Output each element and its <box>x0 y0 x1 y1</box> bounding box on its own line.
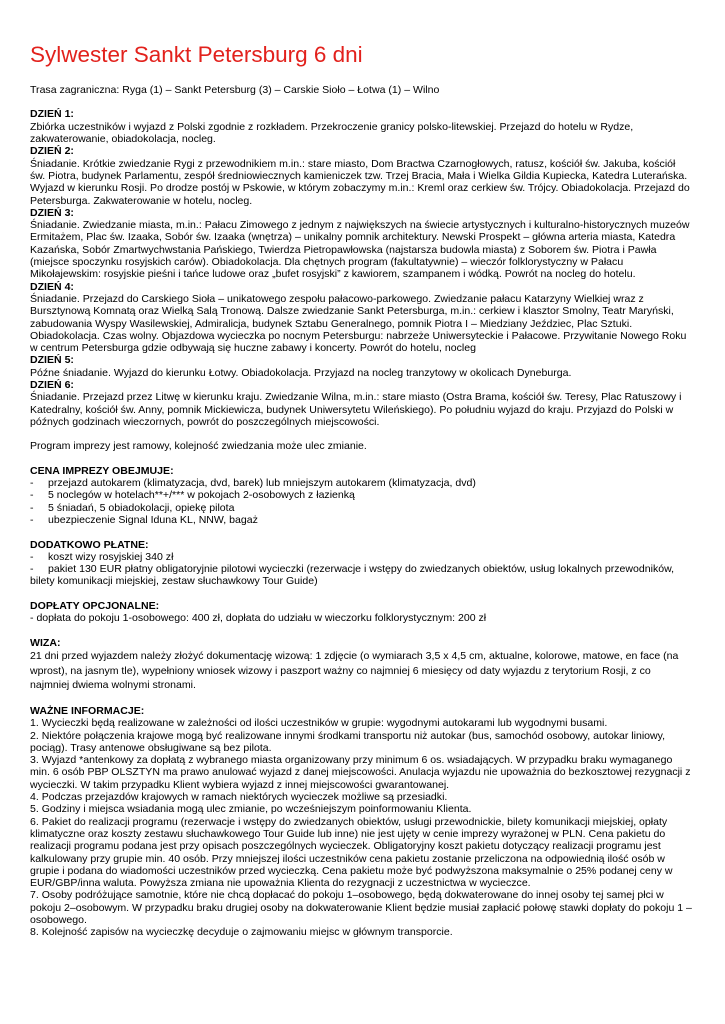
day-6-text: Śniadanie. Przejazd przez Litwę w kierunku kraju. Zwiedzanie Wilna, m.in.: stare miasto (Ostra Brama, kościół św. Teresy, Plac Ratuszowy i Katedralny, kościół św. Anny, pomnik Mickiewicza, budynek Uniwersytetu Wileńskiego). Po południu wyjazd do kraju. Przyjazd do Polski w późnych godzinach wieczornych, powrót do poszczególnych miejscowości. <box>30 391 682 428</box>
list-item: - ubezpieczenie Signal Iduna KL, NNW, bagaż <box>30 514 258 527</box>
list-item: 7. Osoby podróżujące samotnie, które nie chcą dopłacać do pokoju 1–osobowego, będą dokwaterowane do innej osoby tej samej płci w pokoju 2–osobowym. W przypadku braku drugiej osoby na dokwaterowanie Klient będzie musiał zapłacić połowę stawki dopłaty do pokoju 1 – osobowego. <box>30 889 692 927</box>
list-item: - przejazd autokarem (klimatyzacja, dvd, barek) lub mniejszym autokarem (klimatyzacja, dvd) <box>30 477 476 490</box>
day-3-text: Śniadanie. Zwiedzanie miasta, m.in.: Pałacu Zimowego z jednym z największych na świecie artystycznych i kulturalno-historycznych muzeów Ermitażem, Plac św. Izaaka, Sobór św. Izaaka (wnętrza) – unikalny pomnik architektury. Newski Prospekt – główna arteria miasta, Katedra Kazańska, Sobór Zmartwychwstania Pańskiego, Twierdza Pietropawłowska (najstarsza budowla miasta) z Soborem św. Piotra i Pawła (miejsce spoczynku rosyjskich carów). Obiadokolacja. Dla chętnych program (fakultatywnie) – wieczór folklorystyczny w Pałacu Mikołajewskim: rosyjskie pieśni i tańce ludowe oraz „bufet rosyjski” z kawiorem, szampanem i wódką. Powrót na nocleg do hotelu. <box>30 219 690 281</box>
list-item: 3. Wyjazd *antenkowy za dopłatą z wybranego miasta organizowany przy minimum 6 os. wsiadających. W przypadku braku wymaganego min. 6 osób PBP OLSZTYN ma prawo anulować wyjazd z danej miejscowości. Anulacja wyjazdu nie upoważnia do bezkosztowej rezygnacji z wycieczki. W takim przypadku Klient wybiera wyjazd z innej miejscowości gwarantowanej. <box>30 754 691 791</box>
list-item: - 5 noclegów w hotelach**+/*** w pokojach 2-osobowych z łazienką <box>30 489 355 502</box>
itinerary <box>30 108 692 428</box>
important-list <box>30 717 692 938</box>
list-item: - koszt wizy rosyjskiej 340 zł <box>30 550 174 563</box>
day-6-heading: DZIEŃ 6: <box>30 379 74 392</box>
extra-paid-list <box>30 551 692 588</box>
optional-text: - dopłata do pokoju 1-osobowego: 400 zł, dopłata do udziału w wieczorku folklorystycznym: 200 zł <box>30 612 487 625</box>
optional-heading: DOPŁATY OPCJONALNE: <box>30 599 160 612</box>
day-2-text: Śniadanie. Krótkie zwiedzanie Rygi z przewodnikiem m.in.: stare miasto, Dom Bractwa Czarnogłowych, ratusz, kościół św. Jakuba, kościół św. Piotra, budynek Parlamentu, zespół średniowiecznych kamieniczek tzw. Trzej Bracia, Mała i Wielka Gildia Kupiecka, Katedra Luterańska. Wyjazd w kierunku Rosji. Po drodze postój w Pskowie, w którym zobaczymy m.in.: Kreml oraz cerkiew św. Trójcy. Obiadokolacja. Przejazd do Petersburga. Zakwaterowanie w hotelu, nocleg. <box>30 157 690 207</box>
list-item: 6. Pakiet do realizacji programu (rezerwacje i wstępy do zwiedzanych obiektów, usługi przewodnickie, bilety komunikacji miejskiej, opłaty klimatyczne oraz koszty zestawu słuchawkowego Tour Guide lub inne) nie jest ujęty w cenie imprezy wyrażonej w PLN. Cena pakietu do realizacji programu podana jest przy opisach poszczególnych wycieczek. Obligatoryjny koszt pakietu dotyczący realizacji programu jest kalkulowany przy grupie min. 40 osób. Przy mniejszej ilości uczestników cena pakietu zostanie przeliczona na odpowiednią ilość osób w grupie i podana do wiadomości uczestników przed wycieczką. Cena pakietu może być podwyższona maksymalnie o 25% podanej ceny w EUR/GBP/inna waluta. Powyższa zmiana nie upoważnia Klienta do rezygnacji z uczestnictwa w wycieczce. <box>30 815 673 890</box>
price-includes-list <box>30 477 692 526</box>
day-4-text: Śniadanie. Przejazd do Carskiego Sioła – unikatowego zespołu pałacowo-parkowego. Zwiedzanie pałacu Katarzyny Wielkiej wraz z Bursztynową Komnatą oraz Wielką Salą Tronową. Dalsze zwiedzanie Sankt Petersburga, m.in.: cerkiew i klasztor Smolny, Teatr Maryński, zabudowania Wyspy Wasilewskiej, Admiralicja, budynek Sztabu Generalnego, pomnik Piotra I – Miedziany Jeździec, Plac Sztuki. Obiadokolacja. Czas wolny. Objazdowa wycieczka po nocnym Petersburgu: nabrzeże Uniwersyteckie i Pałacowe. Przywitanie Nowego Roku w centrum Petersburga gdzie odbywają się huczne zabawy i koncerty. Powrót do hotelu, nocleg <box>30 292 687 355</box>
day-4-heading: DZIEŃ 4: <box>30 280 74 293</box>
day-2-heading: DZIEŃ 2: <box>30 145 74 158</box>
day-1-heading: DZIEŃ 1: <box>30 108 74 121</box>
day-5-heading: DZIEŃ 5: <box>30 354 74 367</box>
day-5-text: Późne śniadanie. Wyjazd do kierunku Łotwy. Obiadokolacja. Przyjazd na nocleg tranzytowy w okolicach Dyneburga. <box>30 366 572 379</box>
day-1-text: Zbiórka uczestników i wyjazd z Polski zgodnie z rozkładem. Przekroczenie granicy polsko-litewskiej. Przejazd do hotelu w Rydze, zakwaterowanie, obiadokolacja, nocleg. <box>30 120 634 146</box>
list-item: 8. Kolejność zapisów na wycieczkę decyduje o zajmowaniu miejsc w głównym transporcie. <box>30 926 453 939</box>
day-3-heading: DZIEŃ 3: <box>30 206 74 219</box>
list-item: 4. Podczas przejazdów krajowych w ramach niektórych wycieczek możliwe są przesiadki. <box>30 791 448 804</box>
page-title: Sylwester Sankt Petersburg 6 dni <box>30 42 363 67</box>
list-item: 2. Niektóre połączenia krajowe mogą być realizowane innymi środkami transportu niż autokar (bus, samochód osobowy, autokar liniowy, pociąg). Trasy antenowe obsługiwane są bez pilota. <box>30 729 666 754</box>
document-body <box>30 84 692 939</box>
important-heading: WAŻNE INFORMACJE: <box>30 704 145 717</box>
visa-text: 21 dni przed wyjazdem należy złożyć dokumentację wizową: 1 zdjęcie (o wymiarach 3,5 x 4,5 cm, aktualne, kolorowe, matowe, en face (na wprost), na jasnym tle), wypełniony wniosek wizowy i paszport ważny co najmniej 6 miesięcy od daty wyjazdu z terytorium Rosji, z co najmniej dwiema wolnymi stronami. <box>30 650 679 692</box>
visa-heading: WIZA: <box>30 636 61 649</box>
list-item: 1. Wycieczki będą realizowane w zależności od ilości uczestników w grupie: wygodnymi autokarami lub wygodnymi busami. <box>30 717 608 730</box>
extra-paid-heading: DODATKOWO PŁATNE: <box>30 538 149 551</box>
price-includes-heading: CENA IMPREZY OBEJMUJE: <box>30 464 174 477</box>
list-item: 5. Godziny i miejsca wsiadania mogą ulec zmianie, po wcześniejszym poinformowaniu Klienta. <box>30 803 472 816</box>
program-note: Program imprezy jest ramowy, kolejność zwiedzania może ulec zmianie. <box>30 440 367 453</box>
list-item: - pakiet 130 EUR płatny obligatoryjnie pilotowi wycieczki (rezerwacje i wstępy do zwiedzanych obiektów, usług lokalnych przewodników, bilety komunikacji miejskiej, zestaw słuchawkowy Tour Guide) <box>30 563 675 588</box>
route-line: Trasa zagraniczna: Ryga (1) – Sankt Petersburg (3) – Carskie Sioło – Łotwa (1) – Wilno <box>30 84 440 96</box>
list-item: - 5 śniadań, 5 obiadokolacji, opiekę pilota <box>30 501 235 514</box>
